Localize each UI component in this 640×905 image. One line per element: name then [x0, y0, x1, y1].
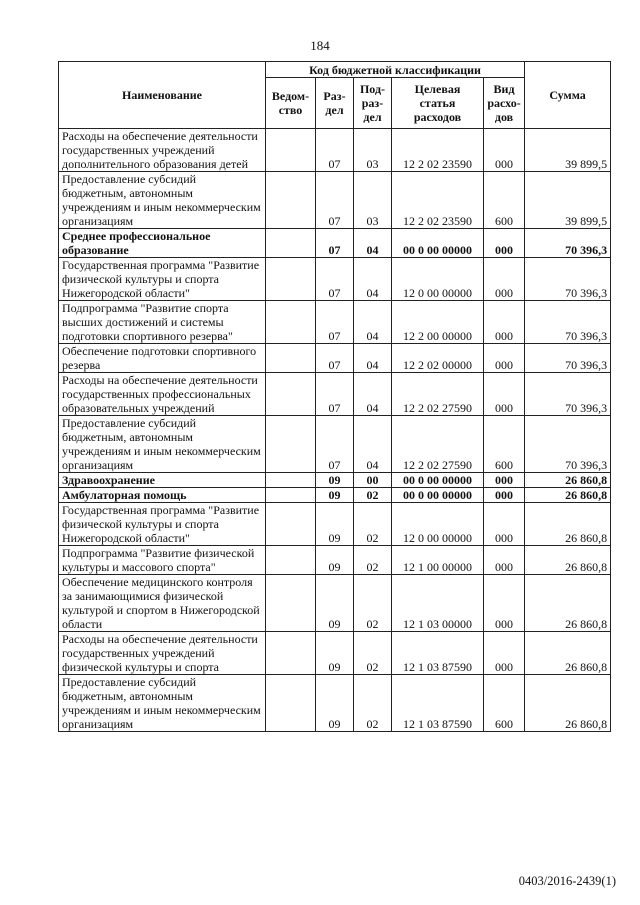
cell-sum: 70 396,3 [525, 258, 611, 301]
cell-name: Государственная программа "Развитие физической культуры и спорта Нижегородской области" [59, 503, 266, 546]
cell-name: Обеспечение медицинского контроля за занимающимися физической культурой и спортом в Нижегородской области [59, 575, 266, 632]
cell-subsection: 02 [354, 632, 392, 675]
header-target: Целевая статья расходов [392, 78, 484, 129]
cell-kind: 000 [484, 546, 525, 575]
cell-target: 12 0 00 00000 [392, 258, 484, 301]
header-sum: Сумма [525, 62, 611, 129]
cell-sum: 26 860,8 [525, 575, 611, 632]
cell-name: Обеспечение подготовки спортивного резерва [59, 344, 266, 373]
cell-subsection: 04 [354, 373, 392, 416]
cell-target: 12 2 00 00000 [392, 301, 484, 344]
cell-sum: 26 860,8 [525, 488, 611, 503]
cell-dept [266, 258, 316, 301]
cell-kind: 000 [484, 344, 525, 373]
cell-dept [266, 546, 316, 575]
table-row [59, 258, 611, 301]
cell-kind: 600 [484, 416, 525, 473]
footer-document-code: 0403/2016-2439(1) [518, 874, 616, 888]
cell-kind: 000 [484, 129, 525, 172]
cell-target: 00 0 00 00000 [392, 229, 484, 258]
page-number: 184 [310, 38, 330, 53]
cell-dept [266, 632, 316, 675]
cell-kind: 000 [484, 258, 525, 301]
cell-target: 12 1 03 87590 [392, 675, 484, 732]
cell-target: 12 0 00 00000 [392, 503, 484, 546]
cell-sum: 70 396,3 [525, 373, 611, 416]
cell-target: 12 2 02 23590 [392, 129, 484, 172]
cell-subsection: 04 [354, 229, 392, 258]
cell-section: 07 [316, 416, 354, 473]
cell-kind: 600 [484, 675, 525, 732]
cell-kind: 000 [484, 488, 525, 503]
cell-target: 00 0 00 00000 [392, 488, 484, 503]
cell-name: Предоставление субсидий бюджетным, автономным учреждениям и иным некоммерческим организациям [59, 675, 266, 732]
cell-name: Государственная программа "Развитие физической культуры и спорта Нижегородской области" [59, 258, 266, 301]
header-name: Наименование [59, 62, 266, 129]
cell-target: 12 2 02 27590 [392, 373, 484, 416]
cell-name: Предоставление субсидий бюджетным, автономным учреждениям и иным некоммерческим организациям [59, 416, 266, 473]
header-dept: Ведом- ство [266, 78, 316, 129]
header-kind: Вид расхо- дов [484, 78, 525, 129]
cell-name: Расходы на обеспечение деятельности государственных учреждений физической культуры и спорта [59, 632, 266, 675]
cell-sum: 39 899,5 [525, 129, 611, 172]
cell-target: 12 2 02 00000 [392, 344, 484, 373]
table-row [59, 503, 611, 546]
table-row [59, 129, 611, 172]
cell-kind: 000 [484, 575, 525, 632]
table-row [59, 575, 611, 632]
cell-subsection: 03 [354, 172, 392, 229]
cell-section: 07 [316, 373, 354, 416]
cell-dept [266, 129, 316, 172]
cell-name: Подпрограмма "Развитие спорта высших достижений и системы подготовки спортивного резерва" [59, 301, 266, 344]
cell-section: 07 [316, 301, 354, 344]
cell-section: 07 [316, 229, 354, 258]
cell-subsection: 02 [354, 675, 392, 732]
table-row [59, 344, 611, 373]
cell-kind: 600 [484, 172, 525, 229]
cell-sum: 70 396,3 [525, 344, 611, 373]
cell-subsection: 04 [354, 416, 392, 473]
table-row [59, 632, 611, 675]
cell-name: Амбулаторная помощь [59, 488, 266, 503]
cell-dept [266, 473, 316, 488]
cell-kind: 000 [484, 473, 525, 488]
cell-name: Расходы на обеспечение деятельности государственных профессиональных образовательных учреждений [59, 373, 266, 416]
cell-dept [266, 488, 316, 503]
cell-target: 12 2 02 27590 [392, 416, 484, 473]
cell-target: 12 1 00 00000 [392, 546, 484, 575]
cell-name: Подпрограмма "Развитие физической культуры и массового спорта" [59, 546, 266, 575]
cell-subsection: 03 [354, 129, 392, 172]
cell-section: 07 [316, 172, 354, 229]
header-subsection: Под- раз- дел [354, 78, 392, 129]
cell-sum: 39 899,5 [525, 172, 611, 229]
table-row [59, 416, 611, 473]
cell-subsection: 04 [354, 344, 392, 373]
cell-target: 12 2 02 23590 [392, 172, 484, 229]
header-budget-code: Код бюджетной классификации [266, 62, 525, 78]
cell-section: 07 [316, 129, 354, 172]
cell-dept [266, 172, 316, 229]
cell-section: 07 [316, 258, 354, 301]
cell-name: Расходы на обеспечение деятельности государственных учреждений дополнительного образования детей [59, 129, 266, 172]
cell-subsection: 04 [354, 301, 392, 344]
cell-sum: 26 860,8 [525, 546, 611, 575]
cell-section: 09 [316, 675, 354, 732]
cell-section: 09 [316, 488, 354, 503]
cell-kind: 000 [484, 373, 525, 416]
cell-kind: 000 [484, 301, 525, 344]
cell-dept [266, 675, 316, 732]
cell-dept [266, 503, 316, 546]
cell-subsection: 02 [354, 575, 392, 632]
cell-subsection: 02 [354, 488, 392, 503]
cell-sum: 70 396,3 [525, 416, 611, 473]
cell-kind: 000 [484, 229, 525, 258]
cell-target: 12 1 03 00000 [392, 575, 484, 632]
table-header [59, 62, 611, 129]
cell-section: 09 [316, 575, 354, 632]
cell-subsection: 04 [354, 258, 392, 301]
table-row [59, 229, 611, 258]
cell-subsection: 00 [354, 473, 392, 488]
table-row [59, 546, 611, 575]
cell-kind: 000 [484, 503, 525, 546]
cell-sum: 70 396,3 [525, 301, 611, 344]
cell-sum: 26 860,8 [525, 675, 611, 732]
cell-sum: 26 860,8 [525, 503, 611, 546]
cell-sum: 26 860,8 [525, 632, 611, 675]
cell-name: Среднее профессиональное образование [59, 229, 266, 258]
cell-section: 09 [316, 503, 354, 546]
table-row [59, 301, 611, 344]
table-row [59, 488, 611, 503]
cell-dept [266, 416, 316, 473]
cell-dept [266, 229, 316, 258]
cell-dept [266, 301, 316, 344]
cell-section: 09 [316, 546, 354, 575]
cell-name: Предоставление субсидий бюджетным, автономным учреждениям и иным некоммерческим организациям [59, 172, 266, 229]
cell-subsection: 02 [354, 503, 392, 546]
cell-section: 09 [316, 473, 354, 488]
cell-name: Здравоохранение [59, 473, 266, 488]
cell-target: 00 0 00 00000 [392, 473, 484, 488]
cell-section: 09 [316, 632, 354, 675]
table-row [59, 172, 611, 229]
budget-table [58, 61, 611, 732]
cell-section: 07 [316, 344, 354, 373]
cell-sum: 70 396,3 [525, 229, 611, 258]
cell-subsection: 02 [354, 546, 392, 575]
cell-kind: 000 [484, 632, 525, 675]
table-row [59, 373, 611, 416]
cell-dept [266, 575, 316, 632]
cell-dept [266, 373, 316, 416]
table-body [59, 129, 611, 732]
cell-sum: 26 860,8 [525, 473, 611, 488]
header-section: Раз- дел [316, 78, 354, 129]
table-row [59, 675, 611, 732]
cell-dept [266, 344, 316, 373]
table-row [59, 473, 611, 488]
cell-target: 12 1 03 87590 [392, 632, 484, 675]
